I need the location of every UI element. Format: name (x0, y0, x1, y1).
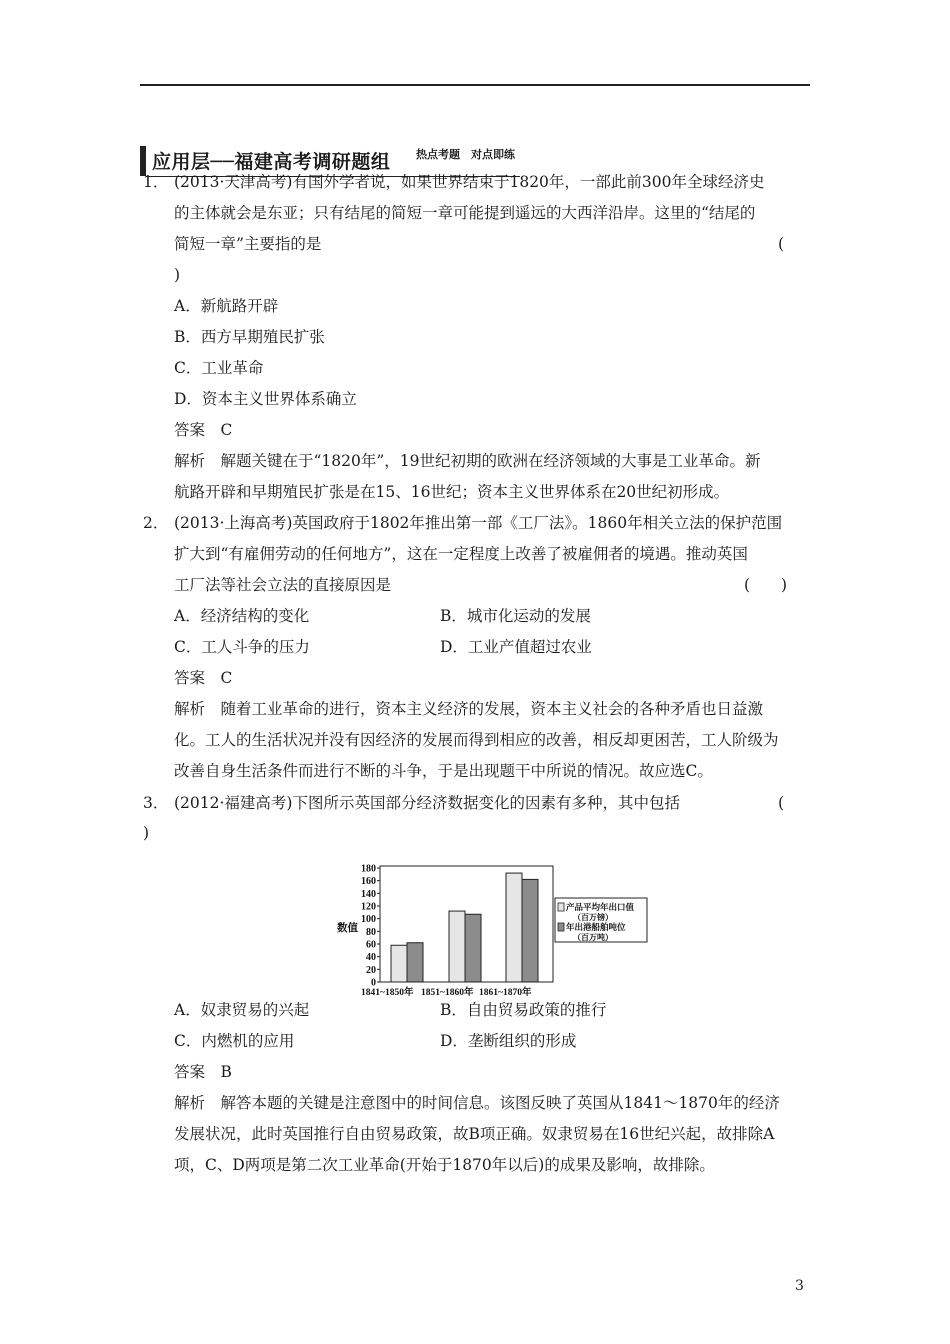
legend-series-name: 年出港船舶吨位 (566, 922, 626, 932)
y-tick-label: 140 (361, 888, 376, 900)
q1-line-1: (2013·天津高考)有国外学者说，如果世界结束于1820年，一部此前300年全球经济史 (174, 173, 765, 191)
q1-option-c: C．工业革命 (174, 359, 264, 377)
y-axis-label: 数值 (337, 923, 358, 934)
q3-answer: 答案 B (174, 1063, 232, 1081)
y-tick-label: 180 (361, 863, 376, 875)
y-tick-label: 160 (361, 876, 376, 888)
q1-paren-close: ) (174, 266, 181, 284)
q2-line-3: 工厂法等社会立法的直接原因是 (174, 576, 392, 594)
q1-explanation-1: 解析 解题关键在于“1820年”，19世纪初期的欧洲在经济领域的大事是工业革命。新 (174, 452, 761, 470)
q1-option-d: D．资本主义世界体系确立 (174, 390, 357, 408)
q3-paren-open: ( (778, 794, 785, 812)
q3-paren-close: ) (143, 824, 150, 842)
y-tick-label: 60 (366, 939, 376, 951)
section-subtitle: 热点考题 对点即练 (416, 148, 515, 161)
legend-series-name: 产品平均年出口值 (566, 902, 635, 912)
q3-option-c: C．内燃机的应用 (174, 1032, 295, 1050)
x-category-label: 1861~1870年 (479, 988, 532, 998)
q2-option-d: D．工业产值超过农业 (440, 638, 592, 656)
bar-export-value (449, 911, 465, 982)
bar-export-value (391, 945, 407, 982)
q2-option-c: C．工人斗争的压力 (174, 638, 310, 656)
y-tick-label: 100 (361, 914, 376, 926)
q2-explanation-1: 解析 随着工业革命的进行，资本主义经济的发展，资本主义社会的各种矛盾也日益激 (174, 700, 764, 718)
q3-explanation-2: 发展状况，此时英国推行自由贸易政策，故B项正确。奴隶贸易在16世纪兴起，故排除A (174, 1125, 775, 1143)
header-rule (140, 84, 810, 86)
legend-series-unit: （百万镑） (573, 913, 613, 922)
y-tick-label: 0 (371, 977, 376, 989)
q3-option-b: B．自由贸易政策的推行 (440, 1001, 607, 1019)
q1-paren-open: ( (778, 235, 785, 253)
q1-number: 1． (143, 173, 169, 191)
q2-number: 2． (143, 514, 169, 532)
x-category-label: 1851~1860年 (421, 988, 474, 998)
y-tick-label: 120 (361, 901, 376, 913)
q3-number: 3． (143, 794, 169, 812)
page-number: 3 (795, 1278, 804, 1294)
bar-ship-tonnage (522, 879, 538, 982)
legend-series-unit: （百万吨） (573, 933, 613, 942)
y-tick-label: 20 (366, 964, 376, 976)
q2-explanation-3: 改善自身生活条件而进行不断的斗争，于是出现题干中所说的情况。故应选C。 (174, 762, 713, 780)
q3-explanation-3: 项，C、D两项是第二次工业革命(开始于1870年以后)的成果及影响，故排除。 (174, 1156, 715, 1174)
bar-export-value (506, 873, 522, 982)
q1-line-2: 的主体就会是东亚；只有结尾的简短一章可能提到遥远的大西洋沿岸。这里的“结尾的 (174, 204, 756, 222)
bar-chart (333, 858, 635, 998)
q2-line-2: 扩大到“有雇佣劳动的任何地方”，这在一定程度上改善了被雇佣者的境遇。推动英国 (174, 545, 748, 563)
q3-option-a: A．奴隶贸易的兴起 (174, 1001, 310, 1019)
q2-option-a: A．经济结构的变化 (174, 607, 310, 625)
legend-swatch (558, 903, 564, 911)
legend-swatch (558, 923, 564, 931)
q1-option-b: B．西方早期殖民扩张 (174, 328, 325, 346)
bar-ship-tonnage (465, 914, 481, 982)
q1-explanation-2: 航路开辟和早期殖民扩张是在15、16世纪；资本主义世界体系在20世纪初形成。 (174, 483, 730, 501)
y-tick-label: 40 (366, 952, 376, 964)
section-title: 应用层──福建高考调研题组 (152, 151, 391, 173)
q2-paren: ( ) (744, 576, 788, 594)
bar-ship-tonnage (407, 943, 423, 982)
q1-answer: 答案 C (174, 421, 233, 439)
q2-line-1: (2013·上海高考)英国政府于1802年推出第一部《工厂法》。1860年相关立法的保护范围 (174, 514, 783, 532)
q3-explanation-1: 解析 解答本题的关键是注意图中的时间信息。该图反映了英国从1841～1870年的经济 (174, 1094, 780, 1112)
q2-explanation-2: 化。工人的生活状况并没有因经济的发展而得到相应的改善，相反却更困苦，工人阶级为 (174, 731, 779, 749)
q3-line-1: (2012·福建高考)下图所示英国部分经济数据变化的因素有多种，其中包括 (174, 794, 680, 812)
x-category-label: 1841~1850年 (361, 988, 414, 998)
q1-line-3: 简短一章”主要指的是 (174, 235, 322, 253)
q2-answer: 答案 C (174, 669, 233, 687)
q2-option-b: B．城市化运动的发展 (440, 607, 591, 625)
q3-option-d: D．垄断组织的形成 (440, 1032, 577, 1050)
q1-option-a: A．新航路开辟 (174, 297, 279, 315)
y-tick-label: 80 (366, 926, 376, 938)
